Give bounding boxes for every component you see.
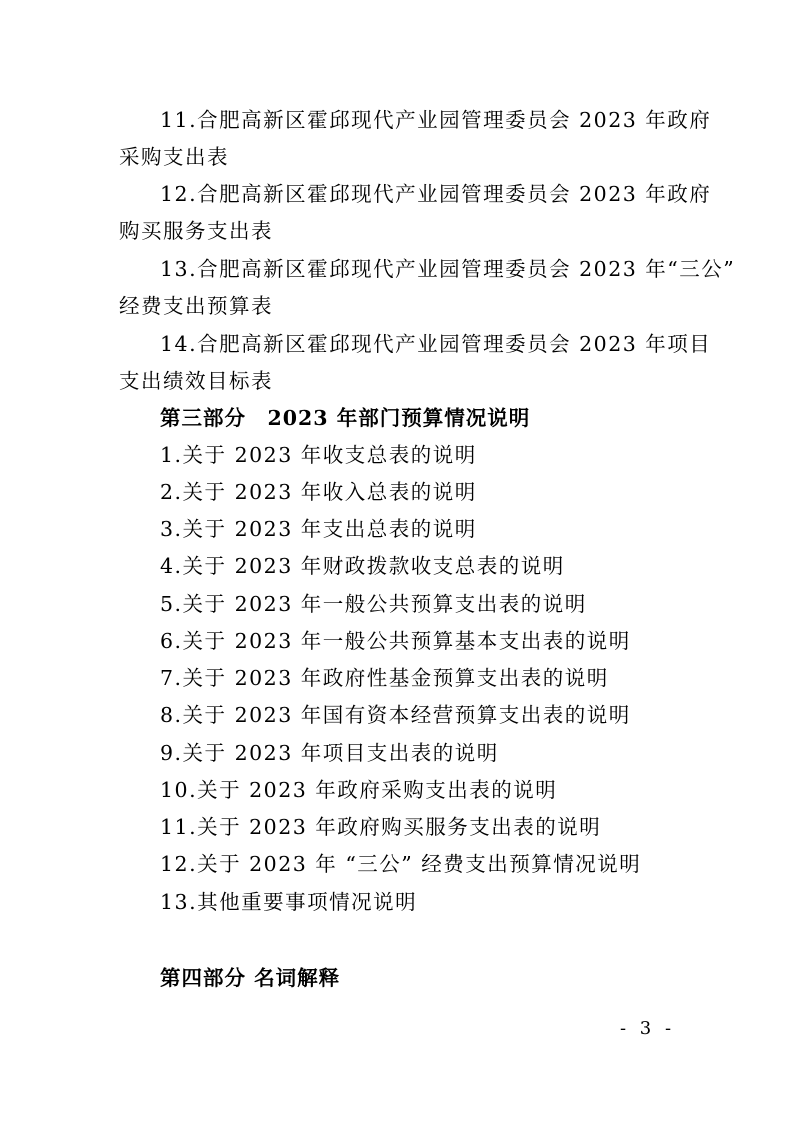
toc-item-13-line1: 13.合肥高新区霍邱现代产业园管理委员会 2023 年“三公” bbox=[160, 257, 736, 281]
toc-item-12-line1: 12.合肥高新区霍邱现代产业园管理委员会 2023 年政府 bbox=[160, 182, 712, 206]
part3-item: 4.关于 2023 年财政拨款收支总表的说明 bbox=[160, 554, 565, 578]
part3-heading: 第三部分 2023 年部门预算情况说明 bbox=[160, 406, 531, 430]
part3-item: 5.关于 2023 年一般公共预算支出表的说明 bbox=[160, 592, 587, 616]
part3-item: 10.关于 2023 年政府采购支出表的说明 bbox=[160, 778, 558, 802]
toc-item-11-line2: 采购支出表 bbox=[119, 145, 229, 169]
part3-item: 2.关于 2023 年收入总表的说明 bbox=[160, 480, 477, 504]
page-number: - 3 - bbox=[620, 1018, 676, 1039]
toc-item-13-line2: 经费支出预算表 bbox=[119, 294, 273, 318]
part3-item: 7.关于 2023 年政府性基金预算支出表的说明 bbox=[160, 666, 609, 690]
part3-item: 1.关于 2023 年收支总表的说明 bbox=[160, 443, 477, 467]
toc-item-12-line2: 购买服务支出表 bbox=[119, 219, 273, 243]
toc-item-11-line1: 11.合肥高新区霍邱现代产业园管理委员会 2023 年政府 bbox=[160, 108, 712, 132]
part3-item: 11.关于 2023 年政府购买服务支出表的说明 bbox=[160, 815, 602, 839]
part3-item: 13.其他重要事项情况说明 bbox=[160, 890, 418, 914]
part4-heading: 第四部分 名词解释 bbox=[160, 966, 341, 990]
part3-item: 8.关于 2023 年国有资本经营预算支出表的说明 bbox=[160, 703, 631, 727]
part3-item: 3.关于 2023 年支出总表的说明 bbox=[160, 517, 477, 541]
toc-item-14-line2: 支出绩效目标表 bbox=[119, 369, 273, 393]
part3-item: 12.关于 2023 年 “三公” 经费支出预算情况说明 bbox=[160, 852, 642, 876]
part3-item: 6.关于 2023 年一般公共预算基本支出表的说明 bbox=[160, 629, 631, 653]
part3-item: 9.关于 2023 年项目支出表的说明 bbox=[160, 741, 499, 765]
toc-item-14-line1: 14.合肥高新区霍邱现代产业园管理委员会 2023 年项目 bbox=[160, 332, 712, 356]
